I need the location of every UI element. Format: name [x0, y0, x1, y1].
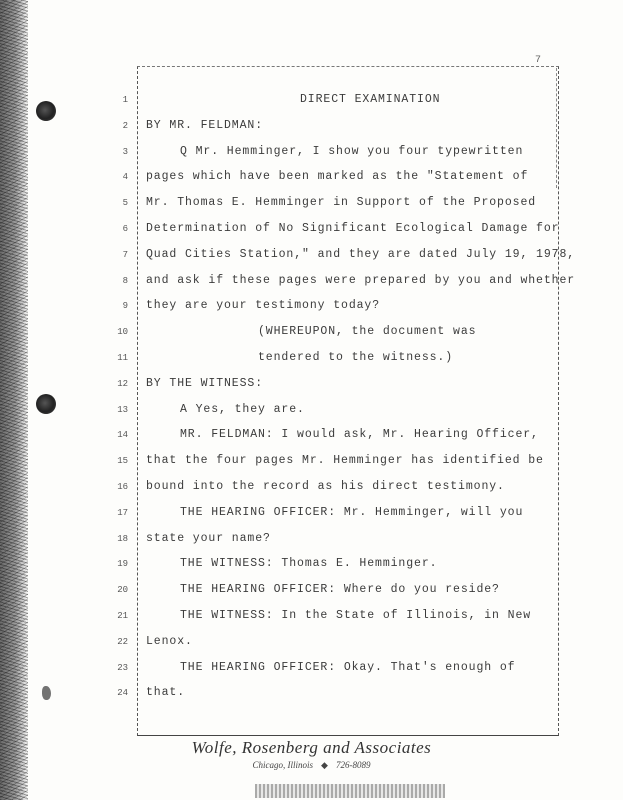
transcript-line — [0, 93, 623, 117]
line-number: 6 — [122, 224, 128, 234]
line-text: pages which have been marked as the "Statement of — [146, 170, 529, 184]
line-number: 9 — [122, 301, 128, 312]
line-number: 8 — [122, 275, 128, 286]
line-number: 4 — [122, 172, 128, 183]
transcript-line — [0, 274, 623, 298]
transcript-line — [0, 609, 623, 633]
line-text: THE HEARING OFFICER: Where do you reside? — [180, 583, 500, 597]
line-number: 20 — [117, 585, 128, 596]
line-text: that. — [146, 686, 186, 700]
line-text: BY MR. FELDMAN: — [146, 118, 264, 132]
transcript-line — [0, 428, 623, 452]
line-text: they are your testimony today? — [146, 299, 381, 313]
line-number: 13 — [117, 404, 128, 415]
firm-phone: 726-8089 — [335, 760, 371, 770]
transcript-line — [0, 377, 623, 401]
line-text: that the four pages Mr. Hemminger has identified be — [146, 454, 544, 468]
transcript-line — [0, 635, 623, 659]
line-text: A Yes, they are. — [180, 402, 305, 416]
line-number: 17 — [117, 507, 128, 518]
line-number: 21 — [117, 611, 128, 621]
transcript-line — [0, 686, 623, 710]
page-number: 7 — [534, 55, 541, 66]
line-text: MR. FELDMAN: I would ask, Mr. Hearing Officer, — [180, 428, 539, 442]
line-number: 22 — [117, 636, 128, 647]
line-text: THE WITNESS: In the State of Illinois, in New — [180, 609, 532, 622]
line-text: BY THE WITNESS: — [146, 376, 264, 390]
transcript-line — [0, 454, 623, 478]
line-text: Quad Cities Station," and they are dated July 19, 1978, — [146, 247, 576, 261]
transcript-line — [0, 351, 623, 375]
line-text: tendered to the witness.) — [258, 351, 454, 364]
reporter-firm-contact — [0, 760, 623, 771]
line-text: and ask if these pages were prepared by you and whether — [146, 273, 576, 287]
firm-city: Chicago, Illinois — [252, 760, 314, 770]
line-text: DIRECT EXAMINATION — [300, 93, 441, 106]
transcript-line — [0, 506, 623, 530]
transcript-line — [0, 299, 623, 323]
separator-dot: ◆ — [321, 760, 328, 770]
line-number: 10 — [117, 327, 128, 338]
line-number: 11 — [117, 353, 128, 363]
transcript-line — [0, 170, 623, 194]
line-text: THE WITNESS: Thomas E. Hemminger. — [180, 557, 438, 571]
line-number: 23 — [117, 662, 128, 673]
line-text: Mr. Thomas E. Hemminger in Support of the Proposed — [146, 196, 537, 210]
transcript-line — [0, 532, 623, 556]
transcript-line — [0, 145, 623, 169]
reporter-firm-name: Wolfe, Rosenberg and Associates — [191, 738, 432, 757]
line-number: 7 — [122, 249, 128, 260]
transcript-line — [0, 583, 623, 607]
line-number: 3 — [122, 146, 128, 157]
line-text: Determination of No Significant Ecological Damage for — [146, 222, 560, 235]
line-text: state your name? — [146, 531, 271, 545]
line-text: THE HEARING OFFICER: Okay. That's enough of — [180, 660, 516, 674]
line-number: 12 — [117, 378, 128, 389]
transcript-line — [0, 557, 623, 581]
line-text: THE HEARING OFFICER: Mr. Hemminger, will you — [180, 505, 524, 519]
line-number: 1 — [122, 95, 128, 105]
line-number: 14 — [117, 430, 128, 441]
transcript-line — [0, 119, 623, 143]
line-number: 16 — [117, 482, 128, 492]
line-text: bound into the record as his direct testimony. — [146, 480, 505, 493]
transcript-line — [0, 661, 623, 685]
line-number: 5 — [122, 198, 128, 209]
line-number: 24 — [117, 688, 128, 699]
transcript-line — [0, 196, 623, 220]
line-text: Q Mr. Hemminger, I show you four typewritten — [180, 144, 524, 158]
transcript-line — [0, 222, 623, 246]
line-text: Lenox. — [146, 634, 193, 648]
line-number: 18 — [117, 533, 128, 544]
transcript-line — [0, 480, 623, 504]
transcript-line — [0, 325, 623, 349]
line-number: 15 — [117, 456, 128, 467]
line-number: 2 — [122, 120, 128, 131]
transcript-line — [0, 403, 623, 427]
transcript-line — [0, 248, 623, 272]
scan-artifact-strip — [255, 784, 445, 798]
line-text: (WHEREUPON, the document was — [258, 325, 477, 339]
line-number: 19 — [117, 559, 128, 570]
